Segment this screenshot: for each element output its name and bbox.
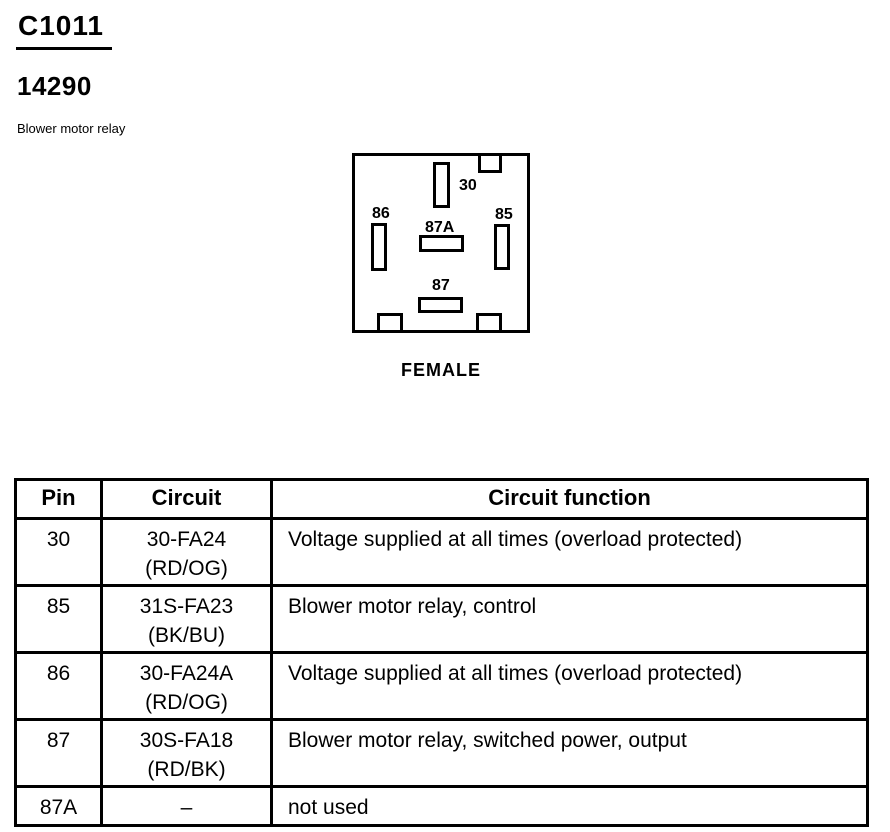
pin-85-cavity bbox=[494, 224, 510, 270]
circuit-cell bbox=[102, 787, 272, 826]
pin-87a-cavity bbox=[419, 235, 464, 252]
pin-86-label: 86 bbox=[372, 205, 390, 222]
circuit-number: 30-FA24A bbox=[139, 662, 234, 685]
wire-colors: (RD/OG) bbox=[145, 691, 228, 714]
wire-colors: (BK/BU) bbox=[147, 624, 225, 647]
keying-tab-bottom-left bbox=[377, 313, 403, 333]
pin-87-label: 87 bbox=[432, 277, 450, 294]
circuit-cell bbox=[102, 586, 272, 653]
function-cell: Blower motor relay, switched power, output bbox=[272, 720, 868, 787]
pin-30-cavity bbox=[433, 162, 450, 208]
column-header-pin: Pin bbox=[16, 480, 102, 519]
pin-30-label: 30 bbox=[459, 177, 477, 194]
pin-cell: 87 bbox=[16, 720, 102, 787]
circuit-cell bbox=[102, 653, 272, 720]
part-description: Blower motor relay bbox=[17, 121, 126, 136]
circuit-number: 30-FA24 bbox=[146, 528, 227, 551]
wire-colors: (RD/BK) bbox=[147, 758, 226, 781]
function-cell: Voltage supplied at all times (overload protected) bbox=[272, 519, 868, 586]
circuit-number: 30S-FA18 bbox=[139, 729, 234, 752]
function-cell: not used bbox=[272, 787, 868, 826]
circuit-cell bbox=[102, 519, 272, 586]
pin-cell: 86 bbox=[16, 653, 102, 720]
table-row bbox=[16, 653, 868, 720]
circuit-number: 31S-FA23 bbox=[139, 595, 234, 618]
column-header-circuit: Circuit bbox=[102, 480, 272, 519]
pinout-table bbox=[14, 478, 869, 827]
pin-87a-label: 87A bbox=[425, 219, 455, 236]
connector-id-title: C1011 bbox=[16, 10, 112, 50]
table-row bbox=[16, 519, 868, 586]
connector-gender-label: FEMALE bbox=[401, 360, 481, 380]
pin-cell: 30 bbox=[16, 519, 102, 586]
pin-cell: 87A bbox=[16, 787, 102, 826]
pin-cell: 85 bbox=[16, 586, 102, 653]
table-header-row bbox=[16, 480, 868, 519]
keying-tab-bottom-right bbox=[476, 313, 502, 333]
pin-85-label: 85 bbox=[495, 206, 513, 223]
pin-86-cavity bbox=[371, 223, 387, 271]
keying-tab-top-right bbox=[478, 153, 502, 173]
table-row bbox=[16, 787, 868, 826]
table-row bbox=[16, 720, 868, 787]
function-cell: Blower motor relay, control bbox=[272, 586, 868, 653]
wire-colors: (RD/OG) bbox=[145, 557, 228, 580]
column-header-function: Circuit function bbox=[272, 480, 868, 519]
connector-face-diagram bbox=[352, 153, 530, 333]
part-number: 14290 bbox=[17, 71, 92, 101]
circuit-cell bbox=[102, 720, 272, 787]
function-cell: Voltage supplied at all times (overload protected) bbox=[272, 653, 868, 720]
pin-87-cavity bbox=[418, 297, 463, 313]
table-row bbox=[16, 586, 868, 653]
circuit-number: – bbox=[180, 796, 193, 819]
